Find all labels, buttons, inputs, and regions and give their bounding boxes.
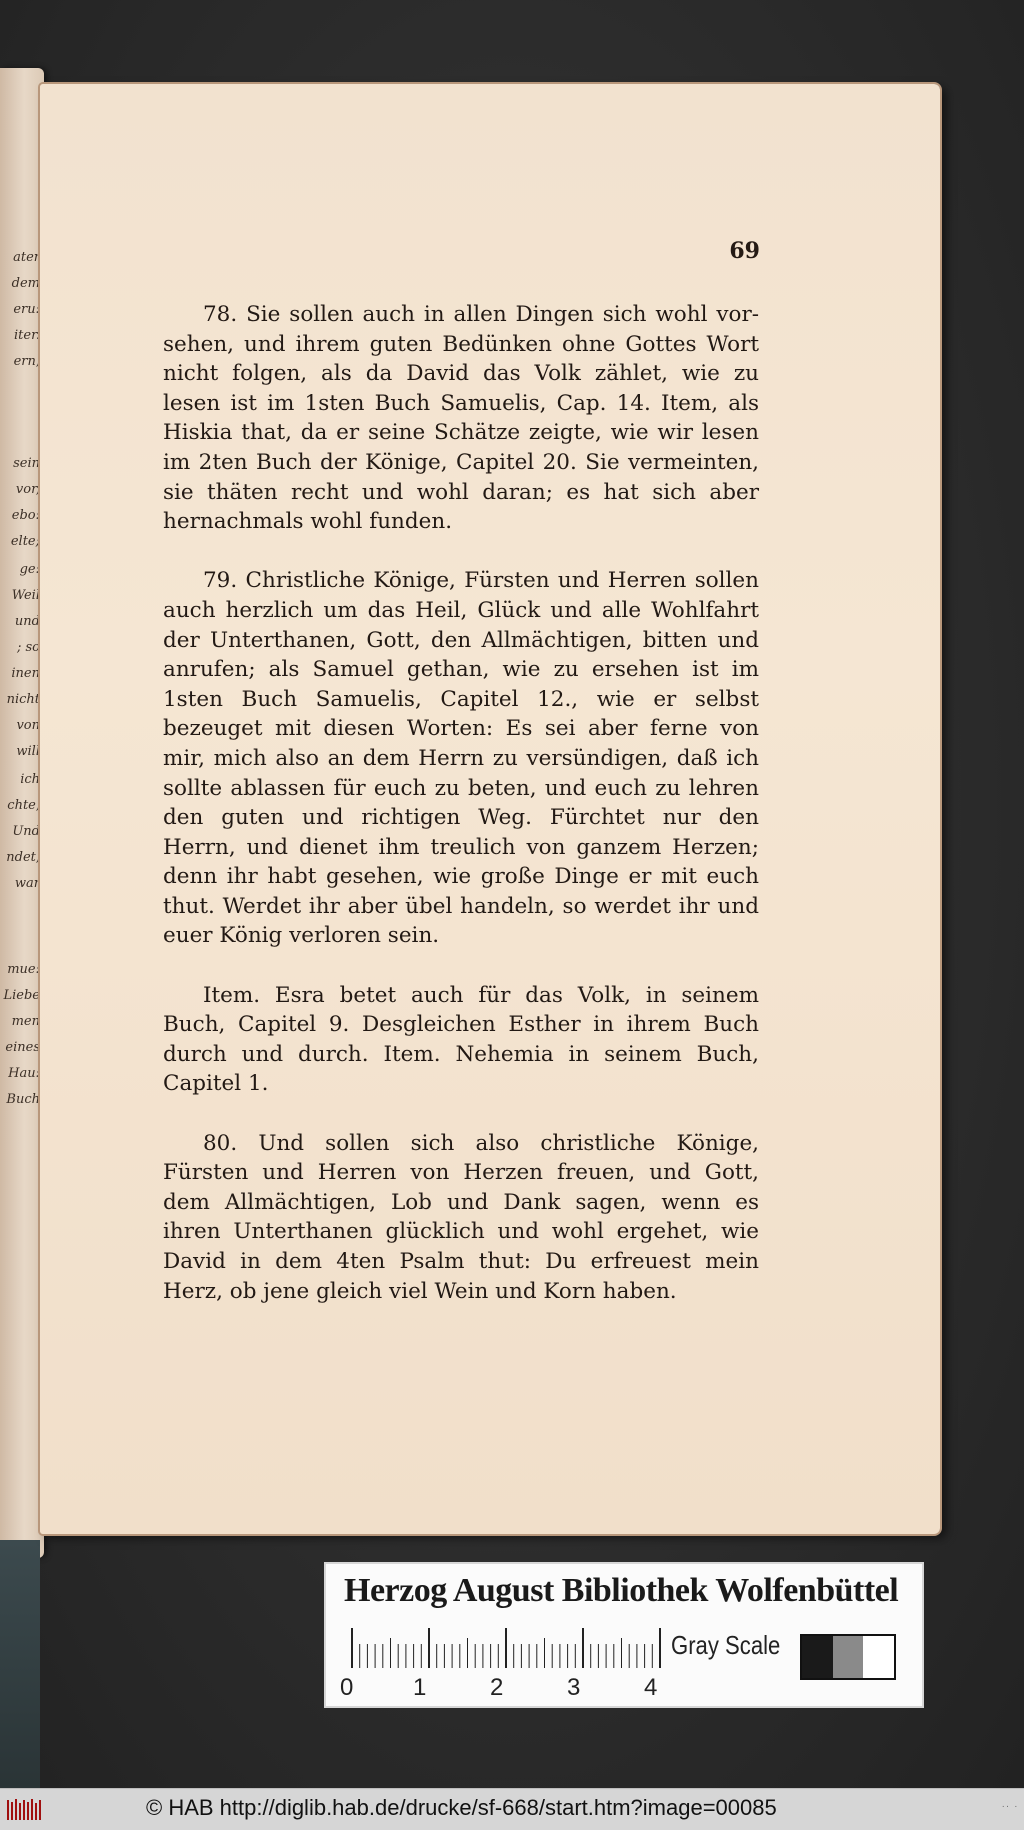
copyright-url: © HAB http://diglib.hab.de/drucke/sf-668/start.htm?image=00085: [146, 1795, 777, 1820]
previous-page-fragment: Und: [12, 824, 40, 839]
gray-scale-label: Gray Scale: [671, 1630, 781, 1660]
previous-page-fragment: von: [16, 718, 40, 733]
previous-page-fragment: war: [14, 876, 40, 891]
paragraph-78: 78. Sie sollen auch in allen Dingen sich wohl vorsehen, und ihrem guten Bedünken ohne Gottes Wort nicht folgen, als da David das Volk zählet, wie zu lesen ist im 1sten Buch Samuelis, Cap. 14. Item, als Hiskia that, da er seine Schätze zeigte, wie wir lesen im 2ten Buch der Könige, Capitel 20. Sie vermeinten, sie thäten recht und wohl daran; es hat sich aber hernachmals wohl funden.: [163, 302, 759, 535]
previous-page-fragment: sein: [13, 456, 40, 471]
previous-page-fragment: inen: [11, 666, 40, 681]
hab-logo-icon: [6, 1797, 46, 1823]
previous-page-fragment: Buch: [6, 1092, 40, 1107]
previous-page-fragment: mue:: [7, 962, 40, 977]
page-text: [163, 300, 759, 1306]
paragraph-80: 80. Und sollen sich also christliche Könige, Fürsten und Herren von Herzen freuen, und Gott, dem Allmächtigen, Lob und Dank sagen, wenn es ihren Unterthanen glücklich und wohl ergehet, wie David in dem 4ten Psalm thut: Du erfreuest mein Herz, ob jene gleich viel Wein und Korn haben.: [163, 1130, 759, 1304]
swatch-gray: [833, 1636, 864, 1678]
previous-page-fragment: eru:: [13, 302, 40, 317]
page-number: 69: [729, 238, 760, 264]
binding-strip: [0, 1540, 40, 1788]
ruler-number-2: 2: [490, 1674, 504, 1701]
gray-scale-swatches: [800, 1634, 896, 1680]
ruler-number-4: 4: [644, 1674, 658, 1701]
previous-page-fragment: Weil: [11, 588, 40, 603]
previous-page-fragment: men: [11, 1014, 40, 1029]
previous-page-fragment: ; so: [16, 640, 40, 655]
swatch-white: [863, 1636, 894, 1678]
ruler-number-0: 0: [340, 1674, 354, 1701]
ruler-number-3: 3: [567, 1674, 581, 1701]
paragraph-item: Item. Esra betet auch für das Volk, in seinem Buch, Capitel 9. Desgleichen Esther in ihrem Buch durch und durch. Item. Nehemia in seinem Buch, Capitel 1.: [163, 982, 759, 1097]
previous-page-fragment: ndet,: [6, 850, 40, 865]
ruler-numbers: [340, 1674, 670, 1704]
ruler-number-1: 1: [413, 1674, 427, 1701]
previous-page-fragment: chte,: [7, 798, 40, 813]
previous-page-fragment: dem: [11, 276, 40, 291]
previous-page-fragment: ater: [13, 250, 40, 265]
previous-page-fragment: will: [16, 744, 40, 759]
previous-page-fragment: elte;: [10, 534, 40, 549]
previous-page-fragment: iter.: [14, 328, 40, 343]
previous-page-edge: [0, 68, 44, 1558]
previous-page-fragment: vor,: [15, 482, 40, 497]
library-name: Herzog August Bibliothek Wolfenbüttel: [344, 1572, 899, 1609]
previous-page-fragment: ebo:: [11, 508, 40, 523]
previous-page-fragment: ge:: [19, 562, 40, 577]
previous-page-fragment: nicht: [6, 692, 40, 707]
footer-bar: [0, 1788, 1024, 1830]
previous-page-fragment: Liebe: [3, 988, 40, 1003]
previous-page-fragment: eines: [5, 1040, 40, 1055]
previous-page-fragment: ich: [20, 772, 40, 787]
previous-page-fragment: Hau:: [8, 1066, 40, 1081]
previous-page-fragment: ern,: [13, 354, 40, 369]
library-color-card: [324, 1562, 924, 1708]
footer-mark: ·· ·: [1001, 1803, 1018, 1811]
scale-ruler-icon: [348, 1628, 678, 1668]
paragraph-79: 79. Christliche Könige, Fürsten und Herren sollen auch herzlich um das Heil, Glück und alle Wohlfahrt der Unterthanen, Gott, den Allmächtigen, bitten und anrufen; als Samuel gethan, wie zu ersehen ist im 1sten Buch Samuelis, Capitel 12., wie er selbst bezeuget mit diesen Worten: Es sei aber ferne von mir, mich also an dem Herrn zu versündigen, daß ich sollte ablassen für euch zu beten, und euch zu lehren den guten und richtigen Weg. Fürchtet nur den Herrn, und dienet ihm treulich von ganzem Herzen; denn ihr habt gesehen, wie große Dinge er mit euch thut. Werdet ihr aber übel handeln, so werdet ihr und euer König verloren sein.: [163, 568, 759, 949]
swatch-black: [802, 1636, 833, 1678]
previous-page-fragment: und: [14, 614, 40, 629]
